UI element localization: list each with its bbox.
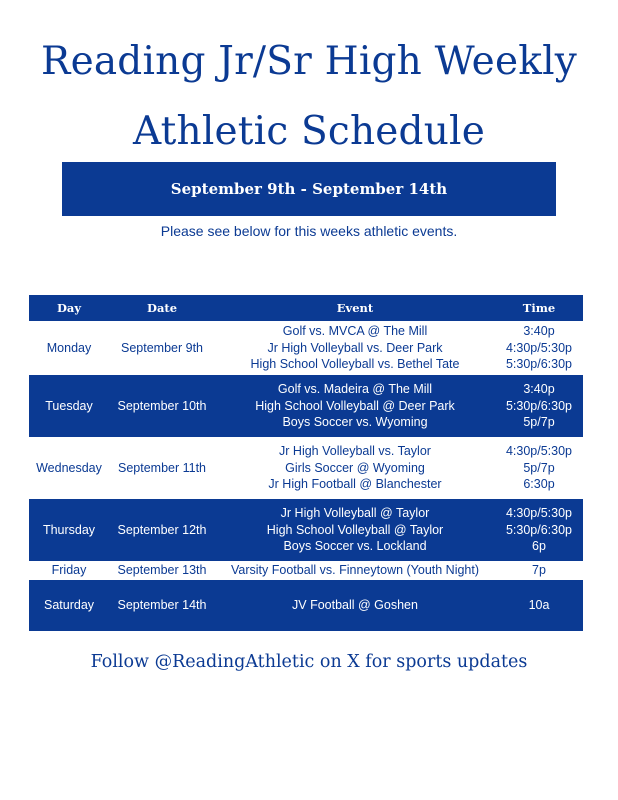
day-cell: Friday (29, 561, 109, 580)
event-line: High School Volleyball vs. Bethel Tate (250, 357, 460, 372)
time-line: 5:30p/6:30p (505, 398, 573, 413)
table-row-monday (29, 321, 583, 375)
header-event: Event (215, 295, 495, 321)
page-title-line-1: Reading Jr/Sr High Weekly (41, 39, 577, 84)
date-cell: September 10th (109, 375, 215, 437)
event-cell (215, 499, 495, 561)
day-cell: Monday (29, 321, 109, 375)
header-time: Time (495, 295, 583, 321)
table-row-friday (29, 561, 583, 580)
table-header-row (29, 295, 583, 321)
time-cell (495, 561, 583, 580)
time-line: 5p/7p (523, 460, 555, 475)
header-day: Day (29, 295, 109, 321)
time-cell (495, 580, 583, 631)
time-line: 3:40p (523, 382, 555, 397)
time-line: 4:30p/5:30p (505, 444, 573, 459)
event-line: Boys Soccer vs. Wyoming (282, 415, 428, 430)
event-line: Golf vs. MVCA @ The Mill (282, 324, 428, 339)
time-line: 5:30p/6:30p (505, 522, 573, 537)
event-line: High School Volleyball @ Taylor (266, 522, 444, 537)
event-line: Jr High Volleyball vs. Taylor (279, 444, 431, 459)
social-footer: Follow @ReadingAthletic on X for sports updates (90, 652, 528, 672)
date-cell: September 9th (109, 321, 215, 375)
date-range-text: September 9th - September 14th (170, 180, 448, 198)
table-row-tuesday (29, 375, 583, 437)
day-cell: Saturday (29, 580, 109, 631)
table-row-saturday (29, 580, 583, 631)
date-cell: September 12th (109, 499, 215, 561)
time-line: 3:40p (523, 324, 555, 339)
event-cell (215, 375, 495, 437)
date-cell: September 11th (109, 437, 215, 499)
time-line: 5:30p/6:30p (505, 357, 573, 372)
date-cell: September 14th (109, 580, 215, 631)
event-line: Jr High Volleyball @ Taylor (280, 506, 430, 521)
table-row-wednesday (29, 437, 583, 499)
event-line: Jr High Football @ Blanchester (268, 477, 442, 492)
time-line: 5p/7p (523, 415, 555, 430)
date-range-banner (62, 162, 556, 216)
header-date: Date (109, 295, 215, 321)
schedule-table (29, 295, 583, 631)
time-line: 10a (528, 598, 550, 613)
time-line: 4:30p/5:30p (505, 506, 573, 521)
time-cell (495, 499, 583, 561)
table-row-thursday (29, 499, 583, 561)
time-cell (495, 375, 583, 437)
event-line: Jr High Volleyball vs. Deer Park (267, 340, 443, 355)
time-line: 6:30p (523, 477, 555, 492)
time-cell (495, 437, 583, 499)
event-line: JV Football @ Goshen (292, 598, 418, 613)
event-cell (215, 321, 495, 375)
day-cell: Tuesday (29, 375, 109, 437)
event-cell (215, 561, 495, 580)
intro-text: Please see below for this weeks athletic events. (160, 223, 458, 239)
date-cell: September 13th (109, 561, 215, 580)
day-cell: Wednesday (29, 437, 109, 499)
event-line: Varsity Football vs. Finneytown (Youth Night) (230, 563, 480, 578)
time-cell (495, 321, 583, 375)
event-line: High School Volleyball @ Deer Park (255, 398, 455, 413)
page-title-line-2: Athletic Schedule (132, 109, 485, 154)
event-cell (215, 437, 495, 499)
event-cell (215, 580, 495, 631)
time-line: 7p (532, 563, 546, 578)
event-line: Boys Soccer vs. Lockland (283, 539, 427, 554)
event-line: Girls Soccer @ Wyoming (285, 460, 425, 475)
time-line: 6p (532, 539, 546, 554)
day-cell: Thursday (29, 499, 109, 561)
time-line: 4:30p/5:30p (505, 340, 573, 355)
event-line: Golf vs. Madeira @ The Mill (277, 382, 433, 397)
